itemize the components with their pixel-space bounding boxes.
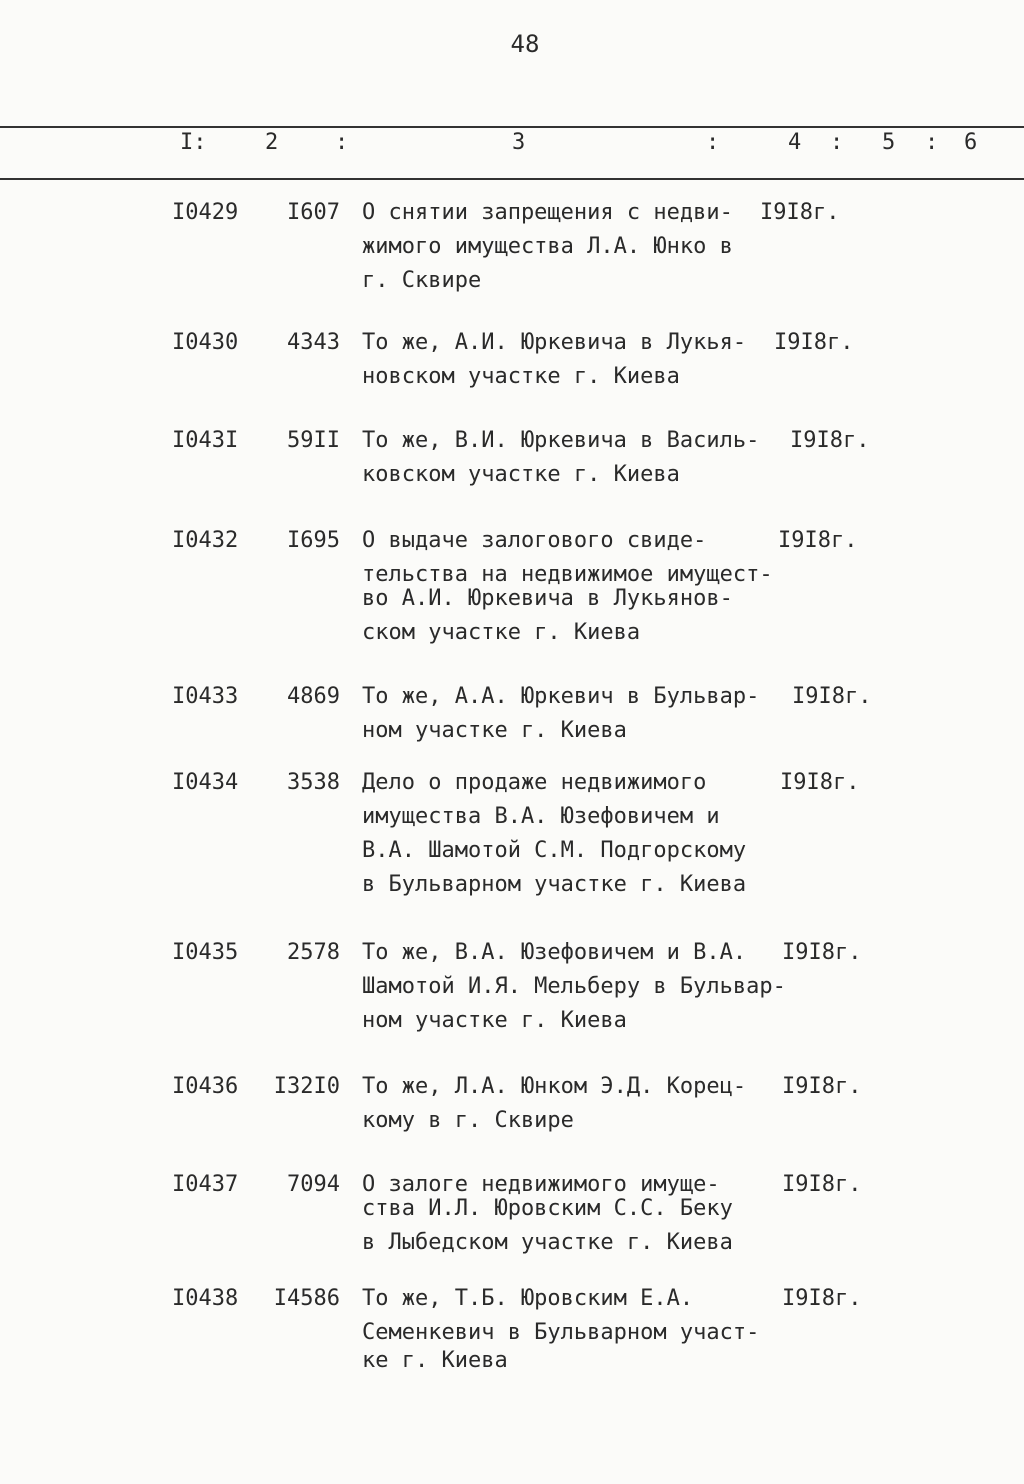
record-description-line: в Бульварном участке г. Киева [362,872,747,897]
record-description-line: Шамотой И.Я. Мельберу в Бульвар- [362,974,786,999]
record-description-line: ства И.Л. Юровским С.С. Беку [362,1196,733,1221]
column-separator: : [925,130,939,155]
record-old-number: 3538 [287,770,340,795]
record-description [362,1070,762,1138]
record-description-line: тельства на недвижимое имущест- [362,562,773,587]
record-description-line: в Лыбедском участке г. Киева [362,1230,733,1255]
record-description-line: ском участке г. Киева [362,620,641,645]
record-description-line: О залоге недвижимого имуще- [362,1172,720,1197]
record-year: I9I8г. [774,330,854,355]
record-description-line: Семенкевич в Бульварном участ- [362,1320,760,1345]
record-description-line: Дело о продаже недвижимого [362,770,707,795]
record-description-line: имущества В.А. Юзефовичем и [362,804,720,829]
record-inventory-number: I0438 [172,1286,239,1311]
record-description [362,424,762,492]
record-description-line: во А.И. Юркевича в Лукьянов- [362,586,733,611]
column-header-6: 6 [964,130,978,155]
record-inventory-number: I0432 [172,528,239,553]
record-year: I9I8г. [792,684,872,709]
record-description-line: г. Сквире [362,268,482,293]
header-bottom-rule [0,178,1024,180]
record-inventory-number: I0435 [172,940,239,965]
record-description-line: О выдаче залогового свиде- [362,528,707,553]
record-description-line: О снятии запрещения с недви- [362,200,733,225]
record-year: I9I8г. [782,1286,862,1311]
record-year: I9I8г. [780,770,860,795]
record-year: I9I8г. [760,200,840,225]
record-inventory-number: I0429 [172,200,239,225]
column-header-4: 4 [788,130,802,155]
record-inventory-number: I043I [172,428,239,453]
record-description-line: То же, В.А. Юзефовичем и В.А. [362,940,747,965]
record-description [362,680,762,748]
record-description-line: То же, Л.А. Юнком Э.Д. Корец- [362,1074,747,1099]
record-old-number: 4343 [287,330,340,355]
record-description-line: жимого имущества Л.А. Юнко в [362,234,733,259]
record-old-number: I32I0 [273,1074,340,1099]
record-description-line: То же, А.А. Юркевич в Бульвар- [362,684,760,709]
record-description [362,524,773,650]
record-inventory-number: I0436 [172,1074,239,1099]
record-description [362,196,762,298]
column-header-1: I: [180,130,207,155]
record-year: I9I8г. [782,1172,862,1197]
record-description-line: кому в г. Сквире [362,1108,574,1133]
record-old-number: 59II [287,428,340,453]
record-old-number: I4586 [273,1286,340,1311]
record-description [362,936,786,1038]
record-description [362,326,762,394]
record-description [362,766,762,902]
record-inventory-number: I0434 [172,770,239,795]
record-description-line: То же, Т.Б. Юровским Е.А. [362,1286,694,1311]
column-header-3: 3 [512,130,526,155]
record-year: I9I8г. [782,940,862,965]
record-old-number: 2578 [287,940,340,965]
header-top-rule [0,126,1024,128]
column-separator: : [335,130,349,155]
column-header-2: 2 [265,130,279,155]
record-description-line: ке г. Киева [362,1348,508,1373]
column-separator: : [706,130,720,155]
record-description-line: новском участке г. Киева [362,364,680,389]
record-description-line: В.А. Шамотой С.М. Подгорскому [362,838,747,863]
record-inventory-number: I0430 [172,330,239,355]
record-year: I9I8г. [778,528,858,553]
record-description-line: То же, В.И. Юркевича в Василь- [362,428,760,453]
record-description-line: ковском участке г. Киева [362,462,680,487]
record-description-line: ном участке г. Киева [362,718,627,743]
record-old-number: 4869 [287,684,340,709]
page-number: 48 [510,30,540,58]
record-year: I9I8г. [790,428,870,453]
record-description [362,1282,762,1378]
column-header-5: 5 [882,130,896,155]
record-description-line: ном участке г. Киева [362,1008,627,1033]
column-separator: : [830,130,844,155]
record-old-number: 7094 [287,1172,340,1197]
record-old-number: I607 [287,200,340,225]
record-year: I9I8г. [782,1074,862,1099]
record-description-line: То же, А.И. Юркевича в Лукья- [362,330,747,355]
record-old-number: I695 [287,528,340,553]
record-description [362,1168,762,1260]
record-inventory-number: I0437 [172,1172,239,1197]
record-inventory-number: I0433 [172,684,239,709]
